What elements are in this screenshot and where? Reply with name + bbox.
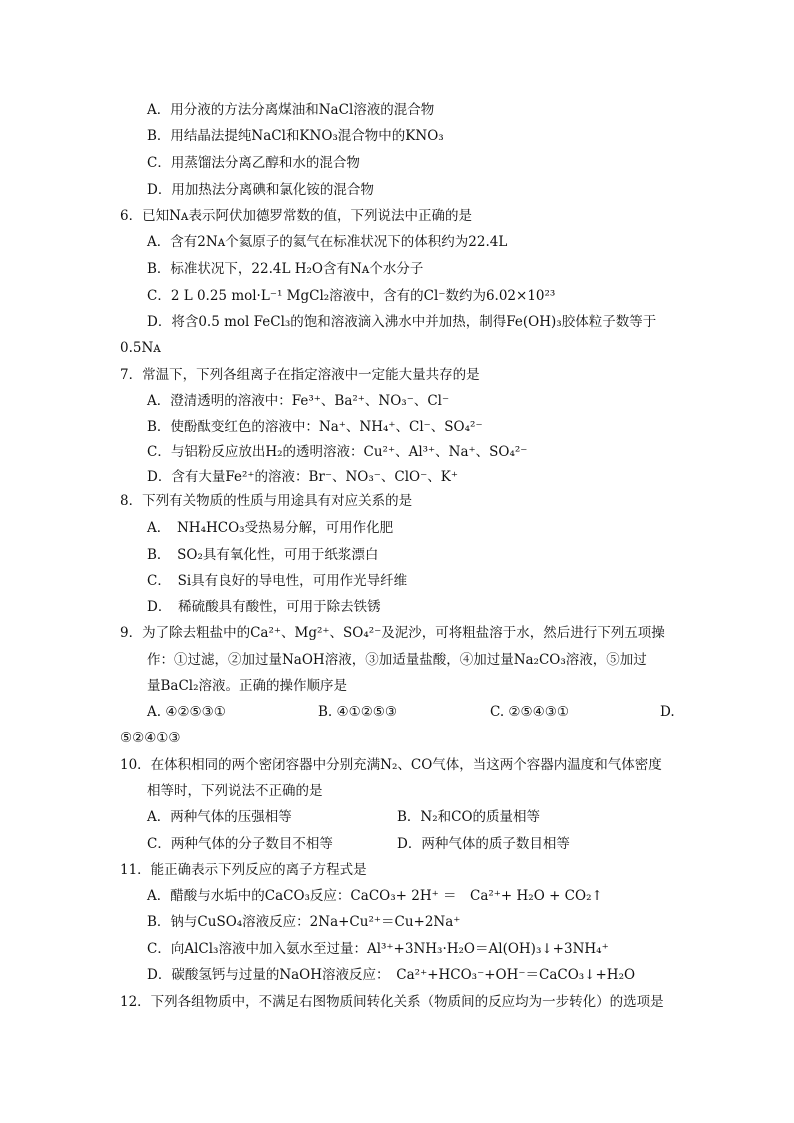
q6-option-b: B．标准状况下，22.4L H₂O含有Nᴀ个水分子 xyxy=(147,261,424,277)
q5-option-b: B．用结晶法提纯NaCl和KNO₃混合物中的KNO₃ xyxy=(147,128,444,144)
q5-option-d: D．用加热法分离碘和氯化铵的混合物 xyxy=(147,182,374,198)
q9-stem-line-2: 作：①过滤，②加过量NaOH溶液，③加适量盐酸，④加过量Na₂CO₃溶液，⑤加过 xyxy=(147,652,647,668)
q10-option-a: A．两种气体的压强相等 xyxy=(147,809,292,825)
q9-stem-line-3: 量BaCl₂溶液。正确的操作顺序是 xyxy=(147,678,348,694)
q10-stem-line-2: 相等时，下列说法不正确的是 xyxy=(147,783,323,799)
q8-option-c: C． Si具有良好的导电性，可用作光导纤维 xyxy=(147,573,408,589)
q7-option-b: B．使酚酞变红色的溶液中：Na⁺、NH₄⁺、Cl⁻、SO₄²⁻ xyxy=(147,419,483,435)
q10-option-c: C．两种气体的分子数目不相等 xyxy=(147,836,333,852)
q10-option-d: D．两种气体的质子数目相等 xyxy=(397,836,570,852)
q9-option-c: C. ②⑤④③① xyxy=(490,704,569,720)
q9-stem-line-1: 9．为了除去粗盐中的Ca²⁺、Mg²⁺、SO₄²⁻及泥沙，可将粗盐溶于水，然后进行下列五项操 xyxy=(120,625,665,641)
q5-option-c: C．用蒸馏法分离乙醇和水的混合物 xyxy=(147,155,360,171)
q11-option-a: A．醋酸与水垢中的CaCO₃反应：CaCO₃+ 2H⁺ ＝ Ca²⁺+ H₂O + CO₂↑ xyxy=(147,888,603,904)
q9-option-a: A. ④②⑤③① xyxy=(147,704,226,720)
q9-option-b: B. ④①②⑤③ xyxy=(318,704,398,720)
q7-stem: 7．常温下，下列各组离子在指定溶液中一定能大量共存的是 xyxy=(120,367,480,383)
q7-option-c: C．与铝粉反应放出H₂的透明溶液：Cu²⁺、Al³⁺、Na⁺、SO₄²⁻ xyxy=(147,444,528,460)
q6-option-d-continued: 0.5Nᴀ xyxy=(120,340,161,356)
q9-option-d: D. xyxy=(660,704,675,720)
q10-stem-line-1: 10．在体积相同的两个密闭容器中分别充满N₂、CO气体，当这两个容器内温度和气体密度 xyxy=(120,757,662,773)
q11-option-b: B．钠与CuSO₄溶液反应：2Na+Cu²⁺＝Cu+2Na⁺ xyxy=(147,914,461,930)
q8-stem: 8．下列有关物质的性质与用途具有对应关系的是 xyxy=(120,493,413,509)
q7-option-a: A．澄清透明的溶液中：Fe³⁺、Ba²⁺、NO₃⁻、Cl⁻ xyxy=(147,393,450,409)
q9-option-d-continued: ⑤②④①③ xyxy=(120,730,181,746)
q5-option-a: A．用分液的方法分离煤油和NaCl溶液的混合物 xyxy=(147,102,435,118)
q11-option-d: D．碳酸氢钙与过量的NaOH溶液反应： Ca²⁺+HCO₃⁻+OH⁻＝CaCO₃↓+H₂O xyxy=(147,967,636,983)
q7-option-d: D．含有大量Fe²⁺的溶液：Br⁻、NO₃⁻、ClO⁻、K⁺ xyxy=(147,469,458,485)
q10-option-b: B．N₂和CO的质量相等 xyxy=(397,809,541,825)
q8-option-a: A． NH₄HCO₃受热易分解，可用作化肥 xyxy=(147,520,394,536)
q11-stem: 11．能正确表示下列反应的离子方程式是 xyxy=(120,862,367,878)
q8-option-d: D． 稀硫酸具有酸性，可用于除去铁锈 xyxy=(147,599,381,615)
q12-stem: 12．下列各组物质中，不满足右图物质间转化关系（物质间的反应均为一步转化）的选项是 xyxy=(120,994,664,1010)
q6-option-d: D．将含0.5 mol FeCl₃的饱和溶液滴入沸水中并加热，制得Fe(OH)₃胶体粒子数等于 xyxy=(147,314,657,330)
q8-option-b: B． SO₂具有氧化性，可用于纸浆漂白 xyxy=(147,547,379,563)
q11-option-c: C．向AlCl₃溶液中加入氨水至过量：Al³⁺+3NH₃·H₂O＝Al(OH)₃↓+3NH₄⁺ xyxy=(147,941,609,957)
q6-option-a: A．含有2Nᴀ个氦原子的氦气在标准状况下的体积约为22.4L xyxy=(147,234,508,250)
q6-stem: 6．已知Nᴀ表示阿伏加德罗常数的值，下列说法中正确的是 xyxy=(120,208,473,224)
q6-option-c: C．2 L 0.25 mol·L⁻¹ MgCl₂溶液中，含有的Cl⁻数约为6.02×10²³ xyxy=(147,288,556,304)
